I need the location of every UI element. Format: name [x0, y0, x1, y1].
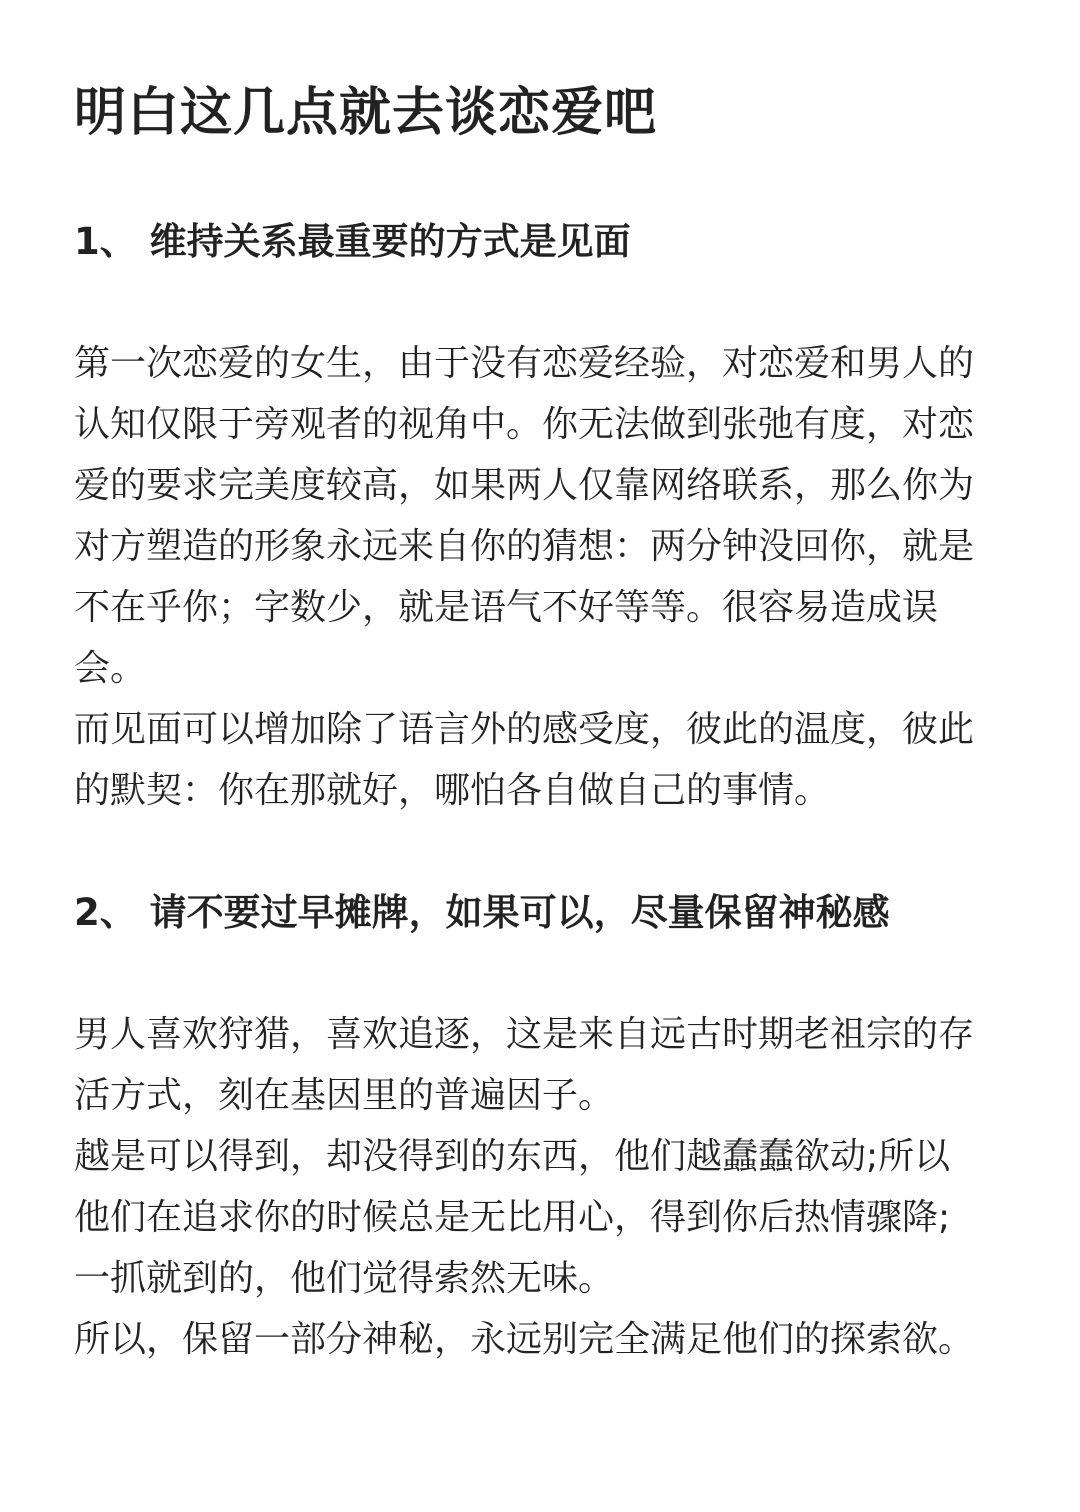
section-2-paragraph-3: 所以，保留一部分神秘，永远别完全满足他们的探索欲。	[74, 1319, 975, 1360]
section-1-paragraph-2: 而见面可以增加除了语言外的感受度，彼此的温度，彼此的默契：你在那就好，哪怕各自做自己的事情。	[74, 709, 975, 811]
section-2-paragraph-1: 男人喜欢狩猎，喜欢追逐，这是来自远古时期老祖宗的存活方式，刻在基因里的普遍因子。	[74, 1014, 975, 1116]
document-title: 明白这几点就去谈恋爱吧	[74, 83, 658, 143]
section-2-paragraph-2: 越是可以得到，却没得到的东西，他们越蠢蠢欲动;所以他们在追求你的时候总是无比用心，得到你后热情骤降;一抓就到的，他们觉得索然无味。	[74, 1136, 951, 1299]
section-1-paragraph-1: 第一次恋爱的女生，由于没有恋爱经验，对恋爱和男人的认知仅限于旁观者的视角中。你无法做到张弛有度，对恋爱的要求完美度较高，如果两人仅靠网络联系，那么你为对方塑造的形象永远来自你的猜想：两分钟没回你，就是不在乎你；字数少，就是语气不好等等。很容易造成误会。	[74, 343, 975, 689]
section-2	[74, 887, 984, 1370]
section-1-paragraphs	[74, 333, 984, 821]
section-2-heading: 2、 请不要过早摊牌，如果可以，尽量保留神秘感	[74, 891, 890, 934]
section-2-paragraphs	[74, 1004, 984, 1370]
section-1-heading: 1、 维持关系最重要的方式是见面	[74, 220, 631, 263]
section-1	[74, 216, 984, 821]
